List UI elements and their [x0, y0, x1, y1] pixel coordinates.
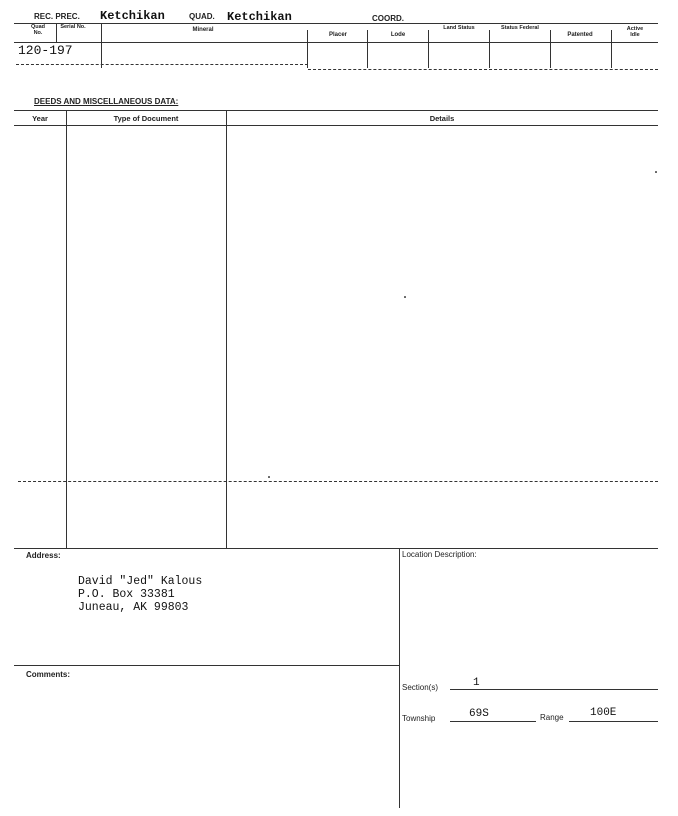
- header-dashed-rule: [16, 64, 308, 65]
- deeds-dashed-rule: [18, 481, 658, 482]
- rec-prec-label: REC. PREC.: [34, 12, 80, 21]
- scan-speck: [268, 476, 270, 478]
- township-underline: [450, 721, 536, 722]
- quad-no-value: 120-197: [18, 43, 73, 58]
- header-column-rule: [14, 42, 658, 43]
- header-dashed-rule: [308, 69, 658, 70]
- col-status-federal: Status Federal: [501, 25, 539, 31]
- address-comments-rule: [14, 665, 399, 666]
- address-line: David "Jed" Kalous: [78, 575, 203, 588]
- col-lode: Lode: [390, 32, 406, 38]
- col-mineral: Mineral: [192, 27, 214, 33]
- col-divider: [611, 30, 612, 68]
- deeds-header-rule: [14, 125, 658, 126]
- address-line: P.O. Box 33381: [78, 588, 175, 601]
- quad-label: QUAD.: [189, 12, 215, 21]
- col-serial-no: Serial No.: [60, 24, 86, 30]
- col-divider: [101, 23, 102, 68]
- col-divider: [428, 30, 429, 68]
- section-underline: [450, 689, 658, 690]
- range-underline: [569, 721, 658, 722]
- deeds-col-divider: [66, 110, 67, 548]
- range-label: Range: [540, 713, 564, 722]
- range-value: 100E: [590, 707, 617, 719]
- scan-speck: [655, 171, 657, 173]
- col-divider: [489, 30, 490, 68]
- col-quad-no: Quad No.: [30, 24, 46, 36]
- address-text: [78, 575, 202, 614]
- section-label: Section(s): [402, 683, 439, 692]
- col-divider: [56, 23, 57, 42]
- deeds-col-year: Year: [32, 114, 48, 123]
- deeds-col-type: Type of Document: [113, 114, 179, 123]
- col-placer: Placer: [328, 32, 347, 38]
- col-divider: [550, 30, 551, 68]
- col-land-status: Land Status: [443, 25, 475, 31]
- col-patented: Patented: [567, 32, 593, 38]
- township-label: Township: [402, 714, 436, 723]
- coord-label: COORD.: [372, 14, 404, 23]
- address-line: Juneau, AK 99803: [78, 601, 189, 614]
- quad-value: Ketchikan: [227, 10, 292, 24]
- comments-label: Comments:: [26, 670, 71, 679]
- col-divider: [367, 30, 368, 68]
- section-value: 1: [473, 677, 480, 689]
- deeds-section-title: DEEDS AND MISCELLANEOUS DATA:: [34, 97, 179, 106]
- col-divider: [307, 30, 308, 68]
- township-value: 69S: [469, 708, 489, 720]
- scan-speck: [404, 296, 406, 298]
- location-description-label: Location Description:: [402, 550, 477, 559]
- deeds-col-divider: [226, 110, 227, 548]
- rec-prec-value: Ketchikan: [100, 9, 165, 23]
- header-top-rule: [14, 23, 658, 24]
- bottom-top-rule: [14, 548, 658, 549]
- bottom-divider: [399, 548, 400, 808]
- address-label: Address:: [26, 551, 61, 560]
- deeds-col-details: Details: [429, 114, 455, 123]
- col-active-idle: Active Idle: [626, 26, 644, 38]
- deeds-top-rule: [14, 110, 658, 111]
